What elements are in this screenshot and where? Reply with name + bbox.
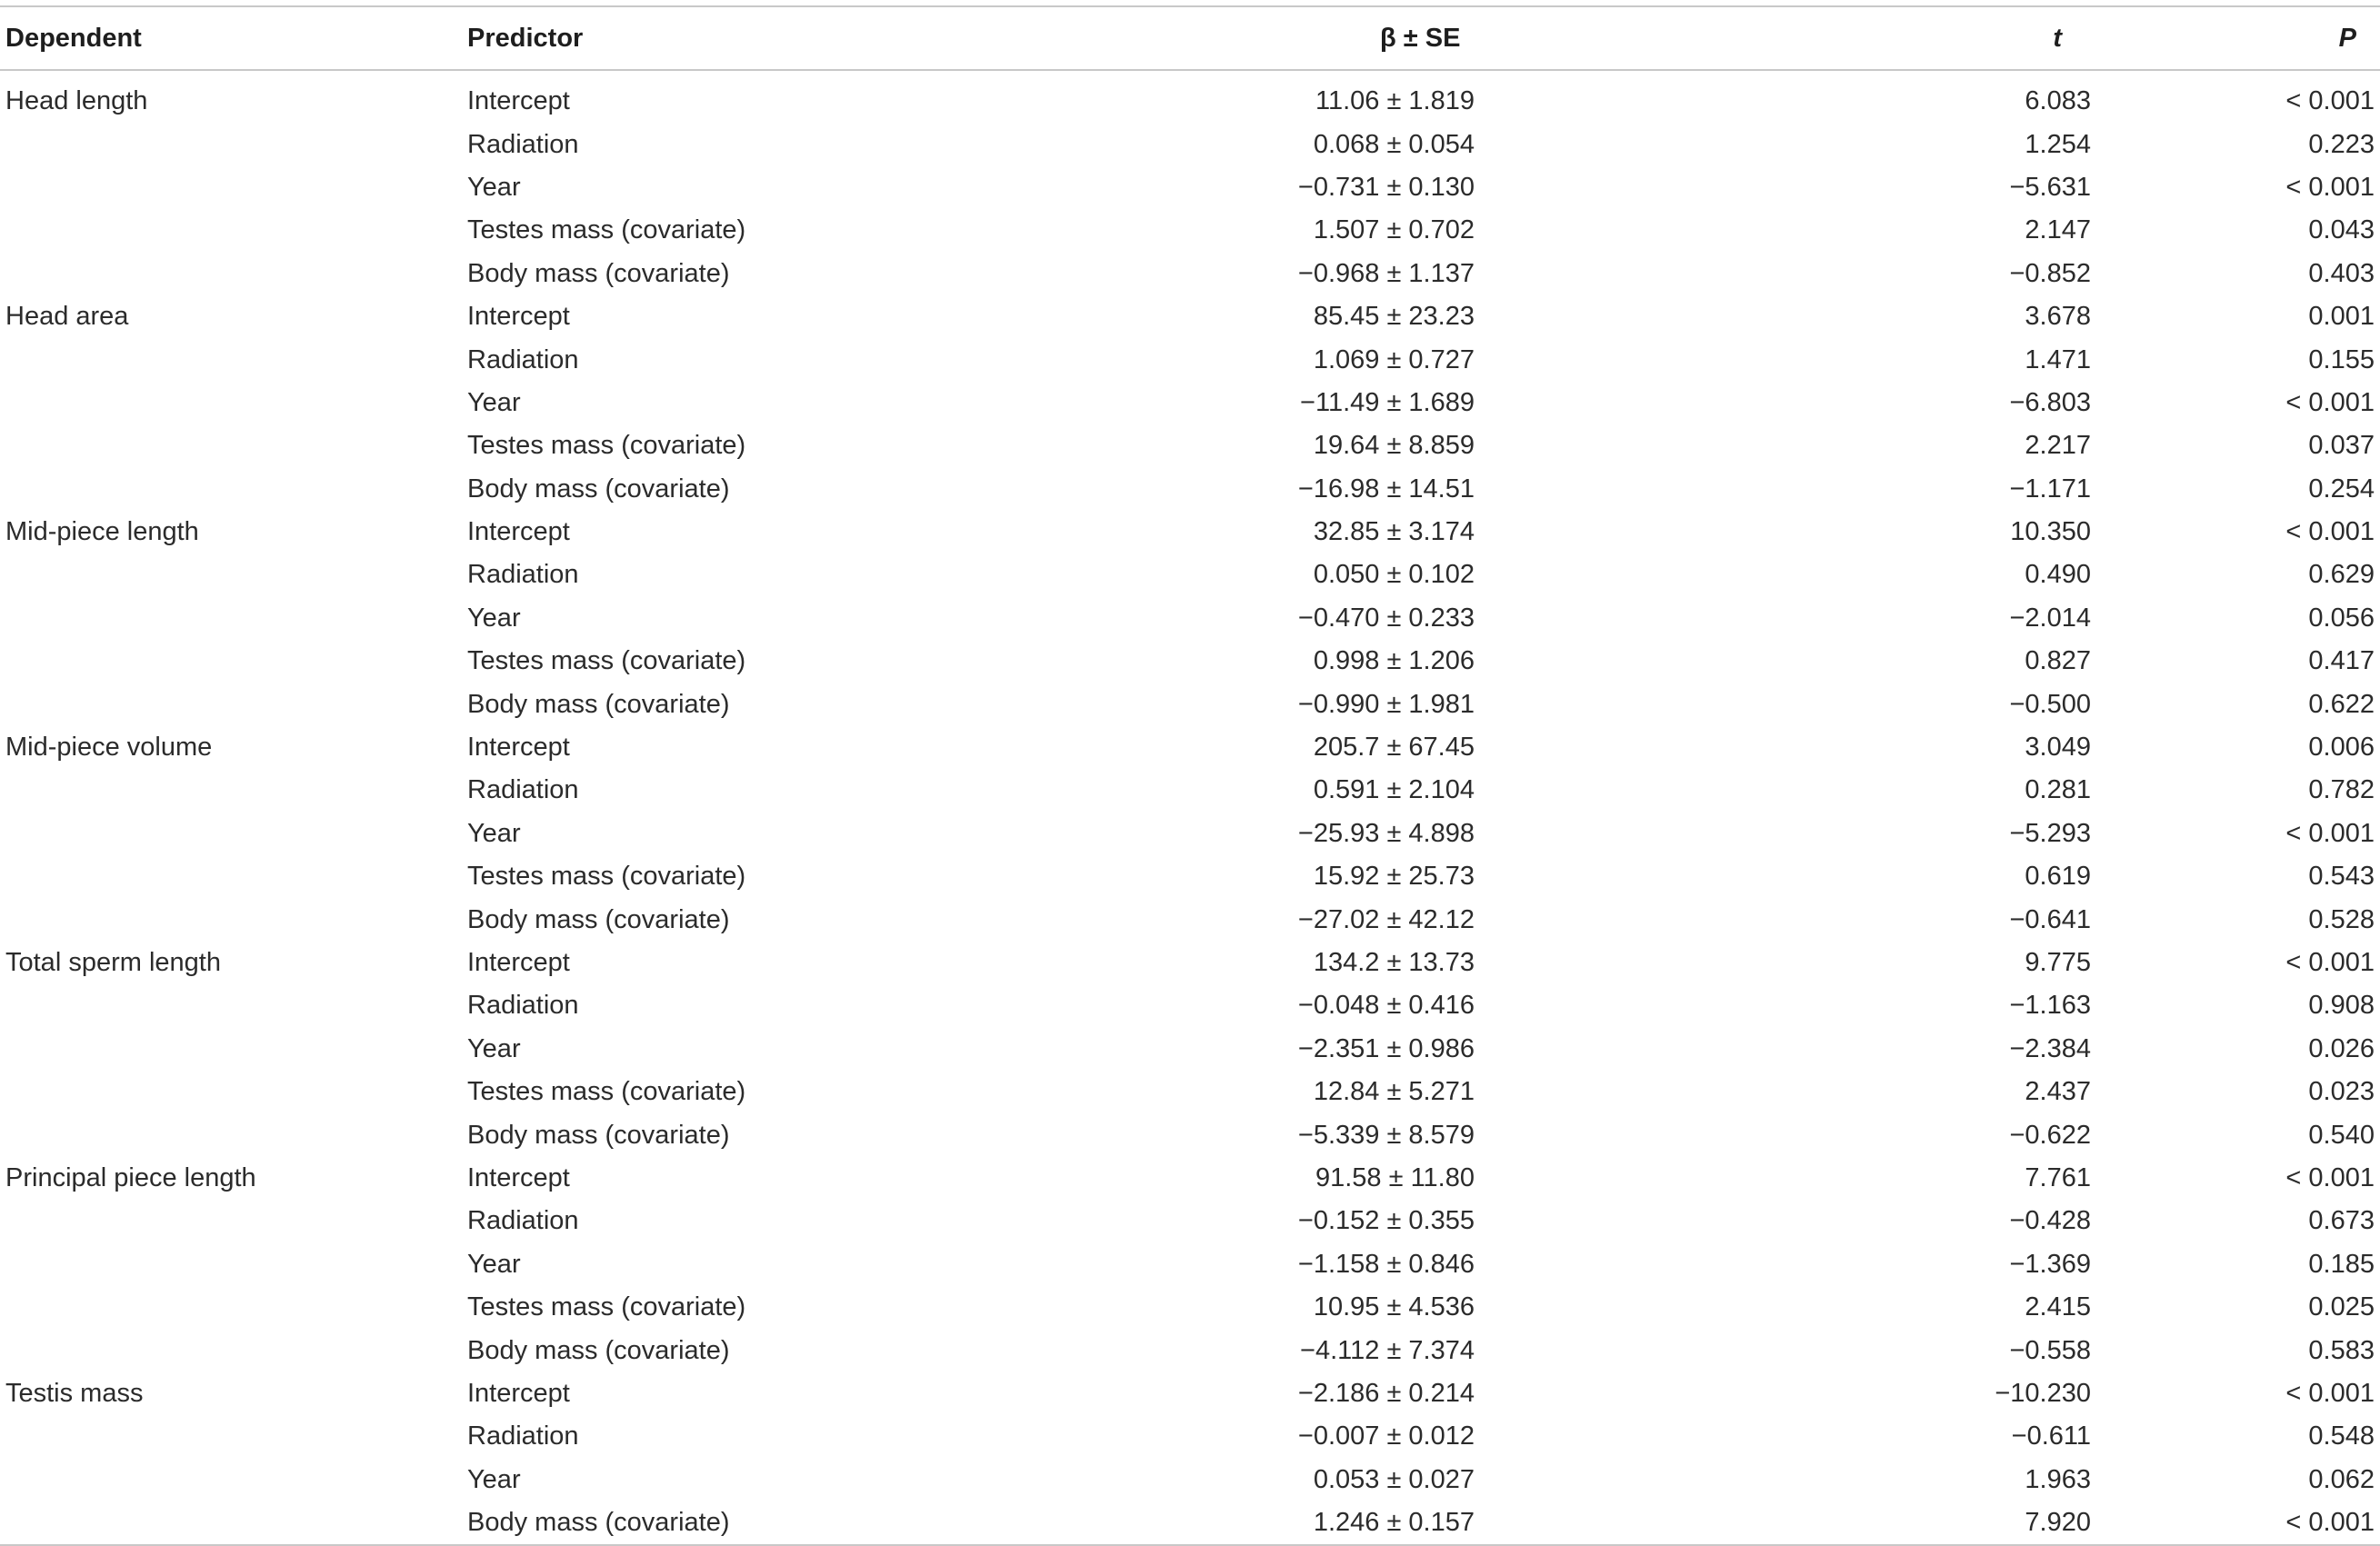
cell-predictor: Year — [467, 1033, 521, 1063]
cell-beta-se: −0.007 ± 0.012 — [1297, 1421, 1475, 1451]
cell-beta-se: −2.186 ± 0.214 — [1297, 1378, 1475, 1408]
cell-predictor: Body mass (covariate) — [467, 258, 730, 288]
cell-beta-se: −25.93 ± 4.898 — [1297, 818, 1475, 848]
cell-p: < 0.001 — [2285, 1378, 2375, 1408]
cell-t: −5.631 — [2009, 172, 2091, 202]
cell-p: 0.025 — [2308, 1292, 2375, 1322]
cell-t: 2.437 — [2025, 1077, 2091, 1107]
cell-dependent: Testis mass — [5, 1378, 144, 1408]
cell-beta-se: 85.45 ± 23.23 — [1313, 302, 1475, 332]
cell-dependent: Principal piece length — [5, 1162, 256, 1192]
cell-predictor: Intercept — [467, 1162, 570, 1192]
cell-beta-se: 91.58 ± 11.80 — [1315, 1162, 1475, 1192]
cell-predictor: Testes mass (covariate) — [467, 646, 746, 676]
cell-beta-se: 1.507 ± 0.702 — [1313, 215, 1475, 245]
cell-t: 2.147 — [2025, 215, 2091, 245]
cell-dependent — [0, 468, 467, 511]
cell-beta-se: −2.351 ± 0.986 — [1297, 1033, 1475, 1063]
cell-t: 7.761 — [2025, 1162, 2091, 1192]
table-row — [0, 1415, 2380, 1458]
cell-predictor: Body mass (covariate) — [467, 474, 730, 504]
cell-p: 0.254 — [2308, 474, 2375, 504]
table-row — [0, 1329, 2380, 1371]
table-row — [0, 123, 2380, 165]
cell-t: −0.500 — [2009, 689, 2091, 719]
cell-t: 1.471 — [2025, 344, 2091, 374]
table-row — [0, 597, 2380, 640]
cell-predictor: Year — [467, 603, 521, 633]
cell-predictor: Year — [467, 1464, 521, 1494]
table-row — [0, 1459, 2380, 1501]
cell-beta-se: 15.92 ± 25.73 — [1313, 862, 1475, 892]
cell-dependent — [0, 1501, 467, 1545]
cell-dependent — [0, 424, 467, 467]
cell-predictor: Radiation — [467, 1421, 579, 1451]
cell-predictor: Intercept — [467, 733, 570, 763]
cell-predictor: Year — [467, 387, 521, 417]
cell-dependent: Head length — [5, 86, 148, 116]
cell-beta-se: 0.998 ± 1.206 — [1313, 646, 1475, 676]
cell-beta-se: 10.95 ± 4.536 — [1313, 1292, 1475, 1322]
cell-p: 0.155 — [2308, 344, 2375, 374]
cell-beta-se: −0.048 ± 0.416 — [1297, 991, 1475, 1021]
cell-p: 0.023 — [2308, 1077, 2375, 1107]
cell-t: −0.558 — [2009, 1335, 2091, 1365]
cell-dependent — [0, 1071, 467, 1113]
cell-p: < 0.001 — [2285, 1162, 2375, 1192]
cell-dependent — [0, 166, 467, 209]
cell-predictor: Year — [467, 172, 521, 202]
cell-t: 3.678 — [2025, 302, 2091, 332]
cell-beta-se: 1.246 ± 0.157 — [935, 1501, 1604, 1545]
cell-t: −0.852 — [2009, 258, 2091, 288]
cell-t: −10.230 — [1995, 1378, 2091, 1408]
cell-beta-se: −0.470 ± 0.233 — [1297, 603, 1475, 633]
cell-beta-se: 19.64 ± 8.859 — [1313, 431, 1475, 461]
table-row — [0, 554, 2380, 596]
cell-p: 0.001 — [2308, 302, 2375, 332]
cell-t: 0.827 — [2025, 646, 2091, 676]
cell-dependent — [0, 209, 467, 252]
cell-dependent — [0, 1459, 467, 1501]
cell-dependent — [0, 1286, 467, 1329]
table-row — [0, 209, 2380, 252]
cell-dependent — [0, 683, 467, 725]
cell-beta-se: −16.98 ± 14.51 — [1297, 474, 1475, 504]
regression-table — [0, 5, 2380, 1546]
cell-dependent: Head area — [5, 302, 129, 332]
header-t: t — [2053, 23, 2062, 53]
cell-p: 0.062 — [2308, 1464, 2375, 1494]
cell-predictor: Testes mass (covariate) — [467, 215, 746, 245]
header-p: P — [2338, 23, 2356, 53]
cell-beta-se: −0.990 ± 1.981 — [1297, 689, 1475, 719]
table-body — [0, 70, 2380, 1545]
cell-p: 0.417 — [2308, 646, 2375, 676]
cell-dependent: Total sperm length — [5, 948, 221, 977]
cell-t: 2.415 — [2025, 1292, 2091, 1322]
table-row — [0, 726, 2380, 769]
table-row — [0, 640, 2380, 683]
cell-t: −2.014 — [2009, 603, 2091, 633]
table-row — [0, 769, 2380, 812]
cell-dependent — [0, 597, 467, 640]
cell-beta-se: −27.02 ± 42.12 — [1297, 904, 1475, 934]
cell-t: 6.083 — [2025, 86, 2091, 116]
table-row — [0, 813, 2380, 855]
cell-predictor: Testes mass (covariate) — [467, 431, 746, 461]
cell-p: < 0.001 — [2285, 172, 2375, 202]
cell-predictor: Radiation — [467, 344, 579, 374]
cell-beta-se: −4.112 ± 7.374 — [1300, 1335, 1475, 1365]
cell-predictor: Radiation — [467, 560, 579, 590]
table-row — [0, 1071, 2380, 1113]
cell-beta-se: −0.968 ± 1.137 — [1297, 258, 1475, 288]
cell-dependent — [0, 640, 467, 683]
header-beta-se-label: β ± SE — [1380, 23, 1461, 53]
cell-beta-se: −11.49 ± 1.689 — [1300, 387, 1475, 417]
cell-beta-se: −0.731 ± 0.130 — [1297, 172, 1475, 202]
cell-dependent — [0, 123, 467, 165]
cell-predictor: Body mass (covariate) — [467, 1120, 730, 1150]
cell-p: 0.673 — [2308, 1206, 2375, 1236]
table-row — [0, 468, 2380, 511]
cell-t: −6.803 — [2009, 387, 2091, 417]
cell-predictor: Testes mass (covariate) — [467, 1077, 746, 1107]
cell-p: 0.548 — [2308, 1421, 2375, 1451]
table-header — [0, 6, 2380, 70]
header-row — [0, 6, 2380, 70]
cell-p: 0.528 — [2308, 904, 2375, 934]
cell-t: 0.281 — [2025, 775, 2091, 805]
table-row — [0, 338, 2380, 381]
table-row — [0, 1372, 2380, 1415]
cell-dependent — [0, 769, 467, 812]
cell-dependent — [0, 898, 467, 941]
cell-dependent — [0, 1329, 467, 1371]
table-row — [0, 1501, 2380, 1545]
cell-t: 7.920 — [1604, 1501, 2091, 1545]
table-row — [0, 1286, 2380, 1329]
table-row — [0, 166, 2380, 209]
cell-t: 0.490 — [2025, 560, 2091, 590]
cell-p: 0.629 — [2308, 560, 2375, 590]
table-row — [0, 253, 2380, 295]
cell-t: 0.619 — [2025, 862, 2091, 892]
cell-p: 0.622 — [2308, 689, 2375, 719]
cell-predictor: Testes mass (covariate) — [467, 862, 746, 892]
cell-t: −0.641 — [2009, 904, 2091, 934]
table-row — [0, 1028, 2380, 1071]
cell-beta-se: −0.152 ± 0.355 — [1297, 1206, 1475, 1236]
cell-p: 0.006 — [2308, 733, 2375, 763]
cell-p: 0.583 — [2308, 1335, 2375, 1365]
cell-dependent — [0, 1200, 467, 1242]
cell-predictor: Body mass (covariate) — [467, 1335, 730, 1365]
cell-beta-se: 0.068 ± 0.054 — [1313, 129, 1475, 159]
cell-p: < 0.001 — [2285, 86, 2375, 116]
table-row — [0, 511, 2380, 554]
cell-p: < 0.001 — [2285, 387, 2375, 417]
cell-beta-se: 0.591 ± 2.104 — [1313, 775, 1475, 805]
cell-dependent: Mid-piece length — [5, 517, 199, 547]
cell-dependent: Mid-piece volume — [5, 733, 213, 763]
cell-predictor: Intercept — [467, 1378, 570, 1408]
table-row — [0, 1157, 2380, 1200]
cell-predictor: Radiation — [467, 129, 579, 159]
cell-t: −1.171 — [2009, 474, 2091, 504]
cell-p: 0.543 — [2308, 862, 2375, 892]
cell-predictor: Body mass (covariate) — [467, 904, 730, 934]
cell-p: 0.043 — [2308, 215, 2375, 245]
cell-dependent — [0, 382, 467, 424]
table-row — [0, 424, 2380, 467]
cell-p: < 0.001 — [2285, 818, 2375, 848]
table-row — [0, 855, 2380, 898]
table-row — [0, 1113, 2380, 1156]
cell-t: 1.963 — [2025, 1464, 2091, 1494]
cell-p: 0.056 — [2308, 603, 2375, 633]
header-dependent: Dependent — [5, 23, 142, 53]
cell-dependent — [0, 1243, 467, 1286]
cell-predictor: Year — [467, 818, 521, 848]
cell-dependent — [0, 1028, 467, 1071]
cell-p: 0.908 — [2308, 991, 2375, 1021]
cell-p: 0.403 — [2308, 258, 2375, 288]
cell-beta-se: 1.069 ± 0.727 — [1313, 344, 1475, 374]
table-row — [0, 984, 2380, 1027]
table-row — [0, 1200, 2380, 1242]
cell-p: < 0.001 — [2285, 517, 2375, 547]
cell-predictor: Radiation — [467, 1206, 579, 1236]
table-row — [0, 942, 2380, 984]
cell-predictor: Intercept — [467, 517, 570, 547]
cell-dependent — [0, 554, 467, 596]
cell-predictor: Radiation — [467, 775, 579, 805]
cell-t: −0.611 — [2011, 1421, 2091, 1451]
table-row — [0, 70, 2380, 123]
cell-dependent — [0, 813, 467, 855]
table-row — [0, 1243, 2380, 1286]
cell-predictor: Intercept — [467, 302, 570, 332]
cell-beta-se: 205.7 ± 67.45 — [1313, 733, 1475, 763]
table-row — [0, 295, 2380, 338]
cell-t: 3.049 — [2025, 733, 2091, 763]
cell-predictor: Intercept — [467, 948, 570, 977]
cell-dependent — [0, 1113, 467, 1156]
cell-t: −1.163 — [2009, 991, 2091, 1021]
cell-p: < 0.001 — [2091, 1501, 2380, 1545]
cell-p: 0.223 — [2308, 129, 2375, 159]
header-predictor: Predictor — [467, 23, 584, 53]
cell-predictor: Radiation — [467, 991, 579, 1021]
cell-beta-se: 32.85 ± 3.174 — [1313, 517, 1475, 547]
cell-dependent — [0, 338, 467, 381]
cell-t: 9.775 — [2025, 948, 2091, 977]
cell-beta-se: 134.2 ± 13.73 — [1313, 948, 1475, 977]
cell-beta-se: 11.06 ± 1.819 — [1315, 86, 1475, 116]
header-beta-se — [935, 6, 1604, 70]
cell-dependent — [0, 855, 467, 898]
cell-t: 2.217 — [2025, 431, 2091, 461]
cell-beta-se: 0.053 ± 0.027 — [1313, 1464, 1475, 1494]
cell-dependent — [0, 1415, 467, 1458]
cell-p: < 0.001 — [2285, 948, 2375, 977]
cell-t: −1.369 — [2009, 1249, 2091, 1279]
cell-beta-se: 12.84 ± 5.271 — [1313, 1077, 1475, 1107]
cell-predictor: Body mass (covariate) — [467, 1501, 935, 1545]
cell-t: −2.384 — [2009, 1033, 2091, 1063]
cell-p: 0.037 — [2308, 431, 2375, 461]
cell-t: 10.350 — [2010, 517, 2091, 547]
cell-t: 1.254 — [2025, 129, 2091, 159]
cell-t: −5.293 — [2009, 818, 2091, 848]
cell-dependent — [0, 253, 467, 295]
cell-predictor: Body mass (covariate) — [467, 689, 730, 719]
cell-dependent — [0, 984, 467, 1027]
cell-p: 0.026 — [2308, 1033, 2375, 1063]
cell-p: 0.185 — [2308, 1249, 2375, 1279]
cell-predictor: Intercept — [467, 86, 570, 116]
cell-beta-se: −1.158 ± 0.846 — [1297, 1249, 1475, 1279]
table-row — [0, 683, 2380, 725]
cell-predictor: Testes mass (covariate) — [467, 1292, 746, 1322]
cell-p: 0.782 — [2308, 775, 2375, 805]
cell-t: −0.622 — [2009, 1120, 2091, 1150]
cell-predictor: Year — [467, 1249, 521, 1279]
cell-p: 0.540 — [2308, 1120, 2375, 1150]
cell-beta-se: −5.339 ± 8.579 — [1297, 1120, 1475, 1150]
table-row — [0, 382, 2380, 424]
cell-beta-se: 0.050 ± 0.102 — [1313, 560, 1475, 590]
table-row — [0, 898, 2380, 941]
cell-t: −0.428 — [2009, 1206, 2091, 1236]
